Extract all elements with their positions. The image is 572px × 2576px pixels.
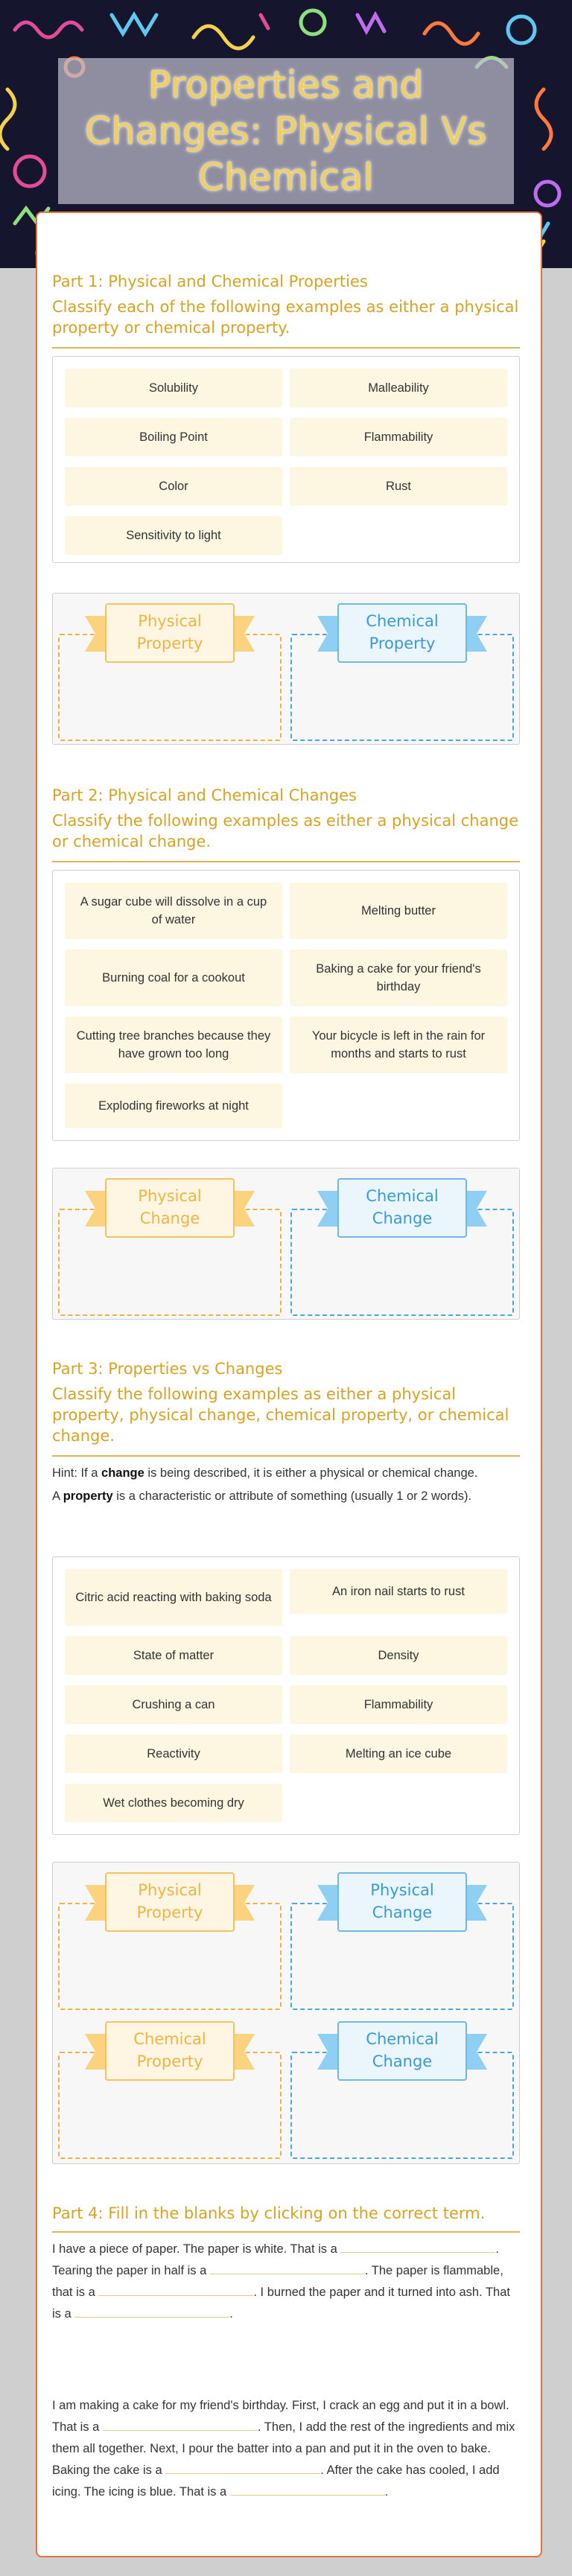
draggable-item[interactable]: Crushing a can	[65, 1685, 282, 1724]
blank-select[interactable]	[230, 2482, 385, 2496]
drop-zone-physical-property[interactable]	[58, 600, 282, 741]
part4-header	[52, 2204, 520, 2233]
draggable-item[interactable]: Flammability	[290, 418, 507, 457]
drop-zone-label: Chemical Change	[366, 2030, 439, 2070]
draggable-item[interactable]: Flammability	[290, 1685, 507, 1724]
draggable-item[interactable]: Solubility	[65, 369, 282, 407]
page-title: Properties and Changes: Physical Vs Chemical	[85, 63, 487, 199]
draggable-item[interactable]: Wet clothes becoming dry	[65, 1784, 282, 1822]
draggable-item[interactable]: An iron nail starts to rust	[290, 1569, 507, 1614]
drop-zone-label: Chemical Property	[366, 612, 439, 652]
blank-select[interactable]	[340, 2239, 495, 2253]
draggable-item[interactable]: Malleability	[290, 369, 507, 407]
drop-zone-label: Chemical Change	[366, 1187, 439, 1227]
drop-zone-label: Physical Change	[138, 1187, 202, 1227]
title-box	[58, 58, 514, 204]
blank-select[interactable]	[98, 2283, 253, 2296]
drop-zone-chemical-property[interactable]	[290, 600, 514, 741]
draggable-item[interactable]: Reactivity	[65, 1734, 282, 1773]
part2-item-bank	[52, 870, 520, 1141]
drop-zone-chemical-property[interactable]	[58, 2017, 282, 2159]
drop-zone-label: Physical Property	[136, 612, 203, 652]
draggable-item[interactable]: Density	[290, 1636, 507, 1675]
part3-header	[52, 1360, 520, 1506]
draggable-item[interactable]: Citric acid reacting with baking soda	[65, 1569, 282, 1626]
draggable-item[interactable]: Boiling Point	[65, 418, 282, 457]
blank-select[interactable]	[210, 2261, 365, 2274]
drop-zone-chemical-change[interactable]	[290, 2017, 514, 2159]
part2-drop-area	[52, 1168, 520, 1320]
draggable-item[interactable]: Melting an ice cube	[290, 1734, 507, 1773]
drop-zone-chemical-change[interactable]	[290, 1174, 514, 1316]
hint-change: Hint: If a change is being described, it is either a physical or chemical change.	[52, 1466, 478, 1480]
drop-zone-physical-property[interactable]	[58, 1869, 282, 2010]
draggable-item[interactable]: Cutting tree branches because they have grown too long	[65, 1017, 282, 1073]
part3-drop-area	[52, 1862, 520, 2164]
draggable-item[interactable]: Sensitivity to light	[65, 516, 282, 555]
divider	[52, 2231, 520, 2233]
divider	[52, 347, 520, 349]
draggable-item[interactable]: Your bicycle is left in the rain for months and starts to rust	[290, 1017, 507, 1073]
drop-zone-physical-change[interactable]	[58, 1174, 282, 1316]
draggable-item[interactable]: A sugar cube will dissolve in a cup of water	[65, 882, 282, 939]
drop-zone-label: Chemical Property	[133, 2030, 206, 2070]
blank-select[interactable]	[74, 2304, 229, 2318]
draggable-item[interactable]: Burning coal for a cookout	[65, 950, 282, 1006]
drop-zone-label: Physical Change	[370, 1881, 434, 1921]
part1-item-bank	[52, 356, 520, 563]
paragraph-paper: I have a piece of paper. The paper is white. That is a . Tearing the paper in half is a . The paper is flammable, that is a . I burned the paper and it turned into ash. That is a .	[52, 2239, 520, 2325]
part2-title: Part 2: Physical and Chemical Changes	[52, 786, 357, 804]
part1-drop-area	[52, 593, 520, 745]
part2-header	[52, 786, 520, 862]
part1-subtitle: Classify each of the following examples as either a physical property or chemical property.	[52, 298, 519, 337]
part3-subtitle: Classify the following examples as either a physical property, physical change, chemical property, or chemical change.	[52, 1385, 509, 1445]
drop-zone-physical-change[interactable]	[290, 1869, 514, 2010]
draggable-item[interactable]: Baking a cake for your friend's birthday	[290, 950, 507, 1006]
draggable-item[interactable]: Exploding fireworks at night	[65, 1084, 282, 1128]
blank-select[interactable]	[103, 2417, 258, 2431]
draggable-item[interactable]: State of matter	[65, 1636, 282, 1675]
paragraph-cake: I am making a cake for my friend's birthday. First, I crack an egg and put it in a bowl. That is a . Then, I add the rest of the ingredients and mix them all together. Next, I pour the batter into a pan and put it in the oven to bake. Baking the cake is a . After the cake has cooled, I add icing. The icing is blue. That is a .	[52, 2399, 515, 2499]
divider	[52, 861, 520, 862]
draggable-item[interactable]: Color	[65, 467, 282, 506]
part3-item-bank	[52, 1556, 520, 1835]
part1-header	[52, 273, 520, 349]
blank-select[interactable]	[165, 2461, 320, 2474]
draggable-item[interactable]: Rust	[290, 467, 507, 506]
part2-subtitle: Classify the following examples as either a physical change or chemical change.	[52, 812, 519, 850]
hint-property: A property is a characteristic or attribute of something (usually 1 or 2 words).	[52, 1489, 472, 1503]
part3-title: Part 3: Properties vs Changes	[52, 1360, 283, 1378]
drop-zone-label: Physical Property	[136, 1881, 203, 1921]
divider	[52, 1455, 520, 1457]
draggable-item[interactable]: Melting butter	[290, 882, 507, 939]
part4-title: Part 4: Fill in the blanks by clicking on the correct term.	[52, 2204, 486, 2222]
part1-title: Part 1: Physical and Chemical Properties	[52, 273, 368, 290]
